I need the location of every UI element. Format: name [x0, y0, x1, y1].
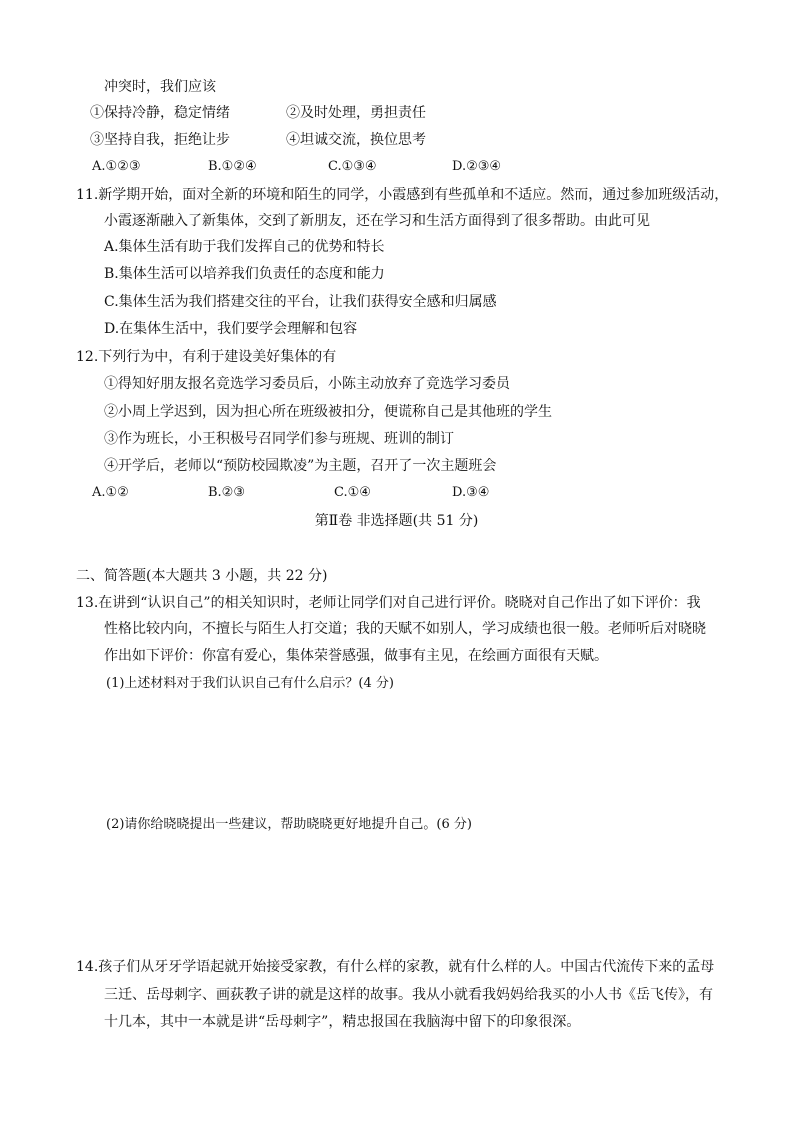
q13-sub-question-1: (1)上述材料对于我们认识自己有什么启示？(4 分) [106, 676, 394, 691]
q11-stem-line-1: 11.新学期开始，面对全新的环境和陌生的同学，小霞感到有些孤单和不适应。然而，通过参加班级活动， [76, 187, 729, 203]
q11-stem-line-2: 小霞逐渐融入了新集体，交到了新朋友，还在学习和生活方面得到了很多帮助。由此可见 [104, 213, 650, 229]
q14-stem-line-3: 十几本，其中一本就是讲“岳母刺字”，精忠报国在我脑海中留下的印象很深。 [104, 1014, 581, 1030]
q12-option-b: B.②③ [208, 485, 245, 500]
q12-stem: 12.下列行为中，有利于建设美好集体的有 [76, 349, 337, 365]
q10-option-b: B.①②④ [208, 159, 257, 174]
q14-stem-line-2: 三迁、岳母刺字、画荻教子讲的就是这样的故事。我从小就看我妈妈给我买的小人书《岳飞传》，有 [104, 987, 713, 1003]
q12-option-d: D.③④ [452, 485, 490, 500]
q10-option-a: A.①②③ [92, 159, 141, 174]
q13-stem-line-2: 性格比较内向，不擅长与陌生人打交道；我的天赋不如别人，学习成绩也很一般。老师听后对晓晓 [104, 621, 706, 637]
q10-option-c: C.①③④ [328, 159, 377, 174]
section-2-header: 二、简答题(本大题共 3 小题，共 22 分) [76, 568, 328, 584]
q12-option-c: C.①④ [334, 485, 371, 500]
q12-item-3: ③作为班长，小王积极号召同学们参与班规、班训的制订 [104, 431, 454, 447]
q10-item-1: ①保持冷静，稳定情绪 [90, 105, 230, 121]
q11-option-a: A.集体生活有助于我们发挥自己的优势和特长 [104, 239, 385, 255]
q10-item-2: ②及时处理，勇担责任 [286, 105, 426, 121]
q13-sub-question-2: (2)请你给晓晓提出一些建议，帮助晓晓更好地提升自己。(6 分) [106, 817, 472, 832]
q13-stem-line-1: 13.在讲到“认识自己”的相关知识时，老师让同学们对自己进行评价。晓晓对自己作出了如下评价：我 [76, 595, 701, 611]
q12-option-a: A.①② [92, 485, 129, 500]
q10-stem-continuation: 冲突时，我们应该 [104, 79, 216, 95]
q12-item-2: ②小周上学迟到，因为担心所在班级被扣分，便谎称自己是其他班的学生 [104, 404, 552, 420]
q12-item-4: ④开学后，老师以“预防校园欺凌”为主题，召开了一次主题班会 [104, 458, 497, 474]
q14-stem-line-1: 14.孩子们从牙牙学语起就开始接受家教，有什么样的家教，就有什么样的人。中国古代流传下来的孟母 [76, 959, 715, 975]
q11-option-c: C.集体生活为我们搭建交往的平台，让我们获得安全感和归属感 [104, 294, 497, 310]
q12-item-1: ①得知好朋友报名竞选学习委员后，小陈主动放弃了竞选学习委员 [104, 376, 510, 392]
q10-option-d: D.②③④ [452, 159, 502, 174]
q13-stem-line-3: 作出如下评价：你富有爱心，集体荣誉感强，做事有主见，在绘画方面很有天赋。 [104, 648, 608, 664]
part-2-title: 第Ⅱ卷 非选择题(共 51 分) [314, 513, 479, 529]
q11-option-d: D.在集体生活中，我们要学会理解和包容 [104, 321, 358, 337]
q10-item-4: ④坦诚交流，换位思考 [286, 132, 426, 148]
q11-option-b: B.集体生活可以培养我们负责任的态度和能力 [104, 266, 385, 282]
q10-item-3: ③坚持自我，拒绝让步 [90, 132, 230, 148]
